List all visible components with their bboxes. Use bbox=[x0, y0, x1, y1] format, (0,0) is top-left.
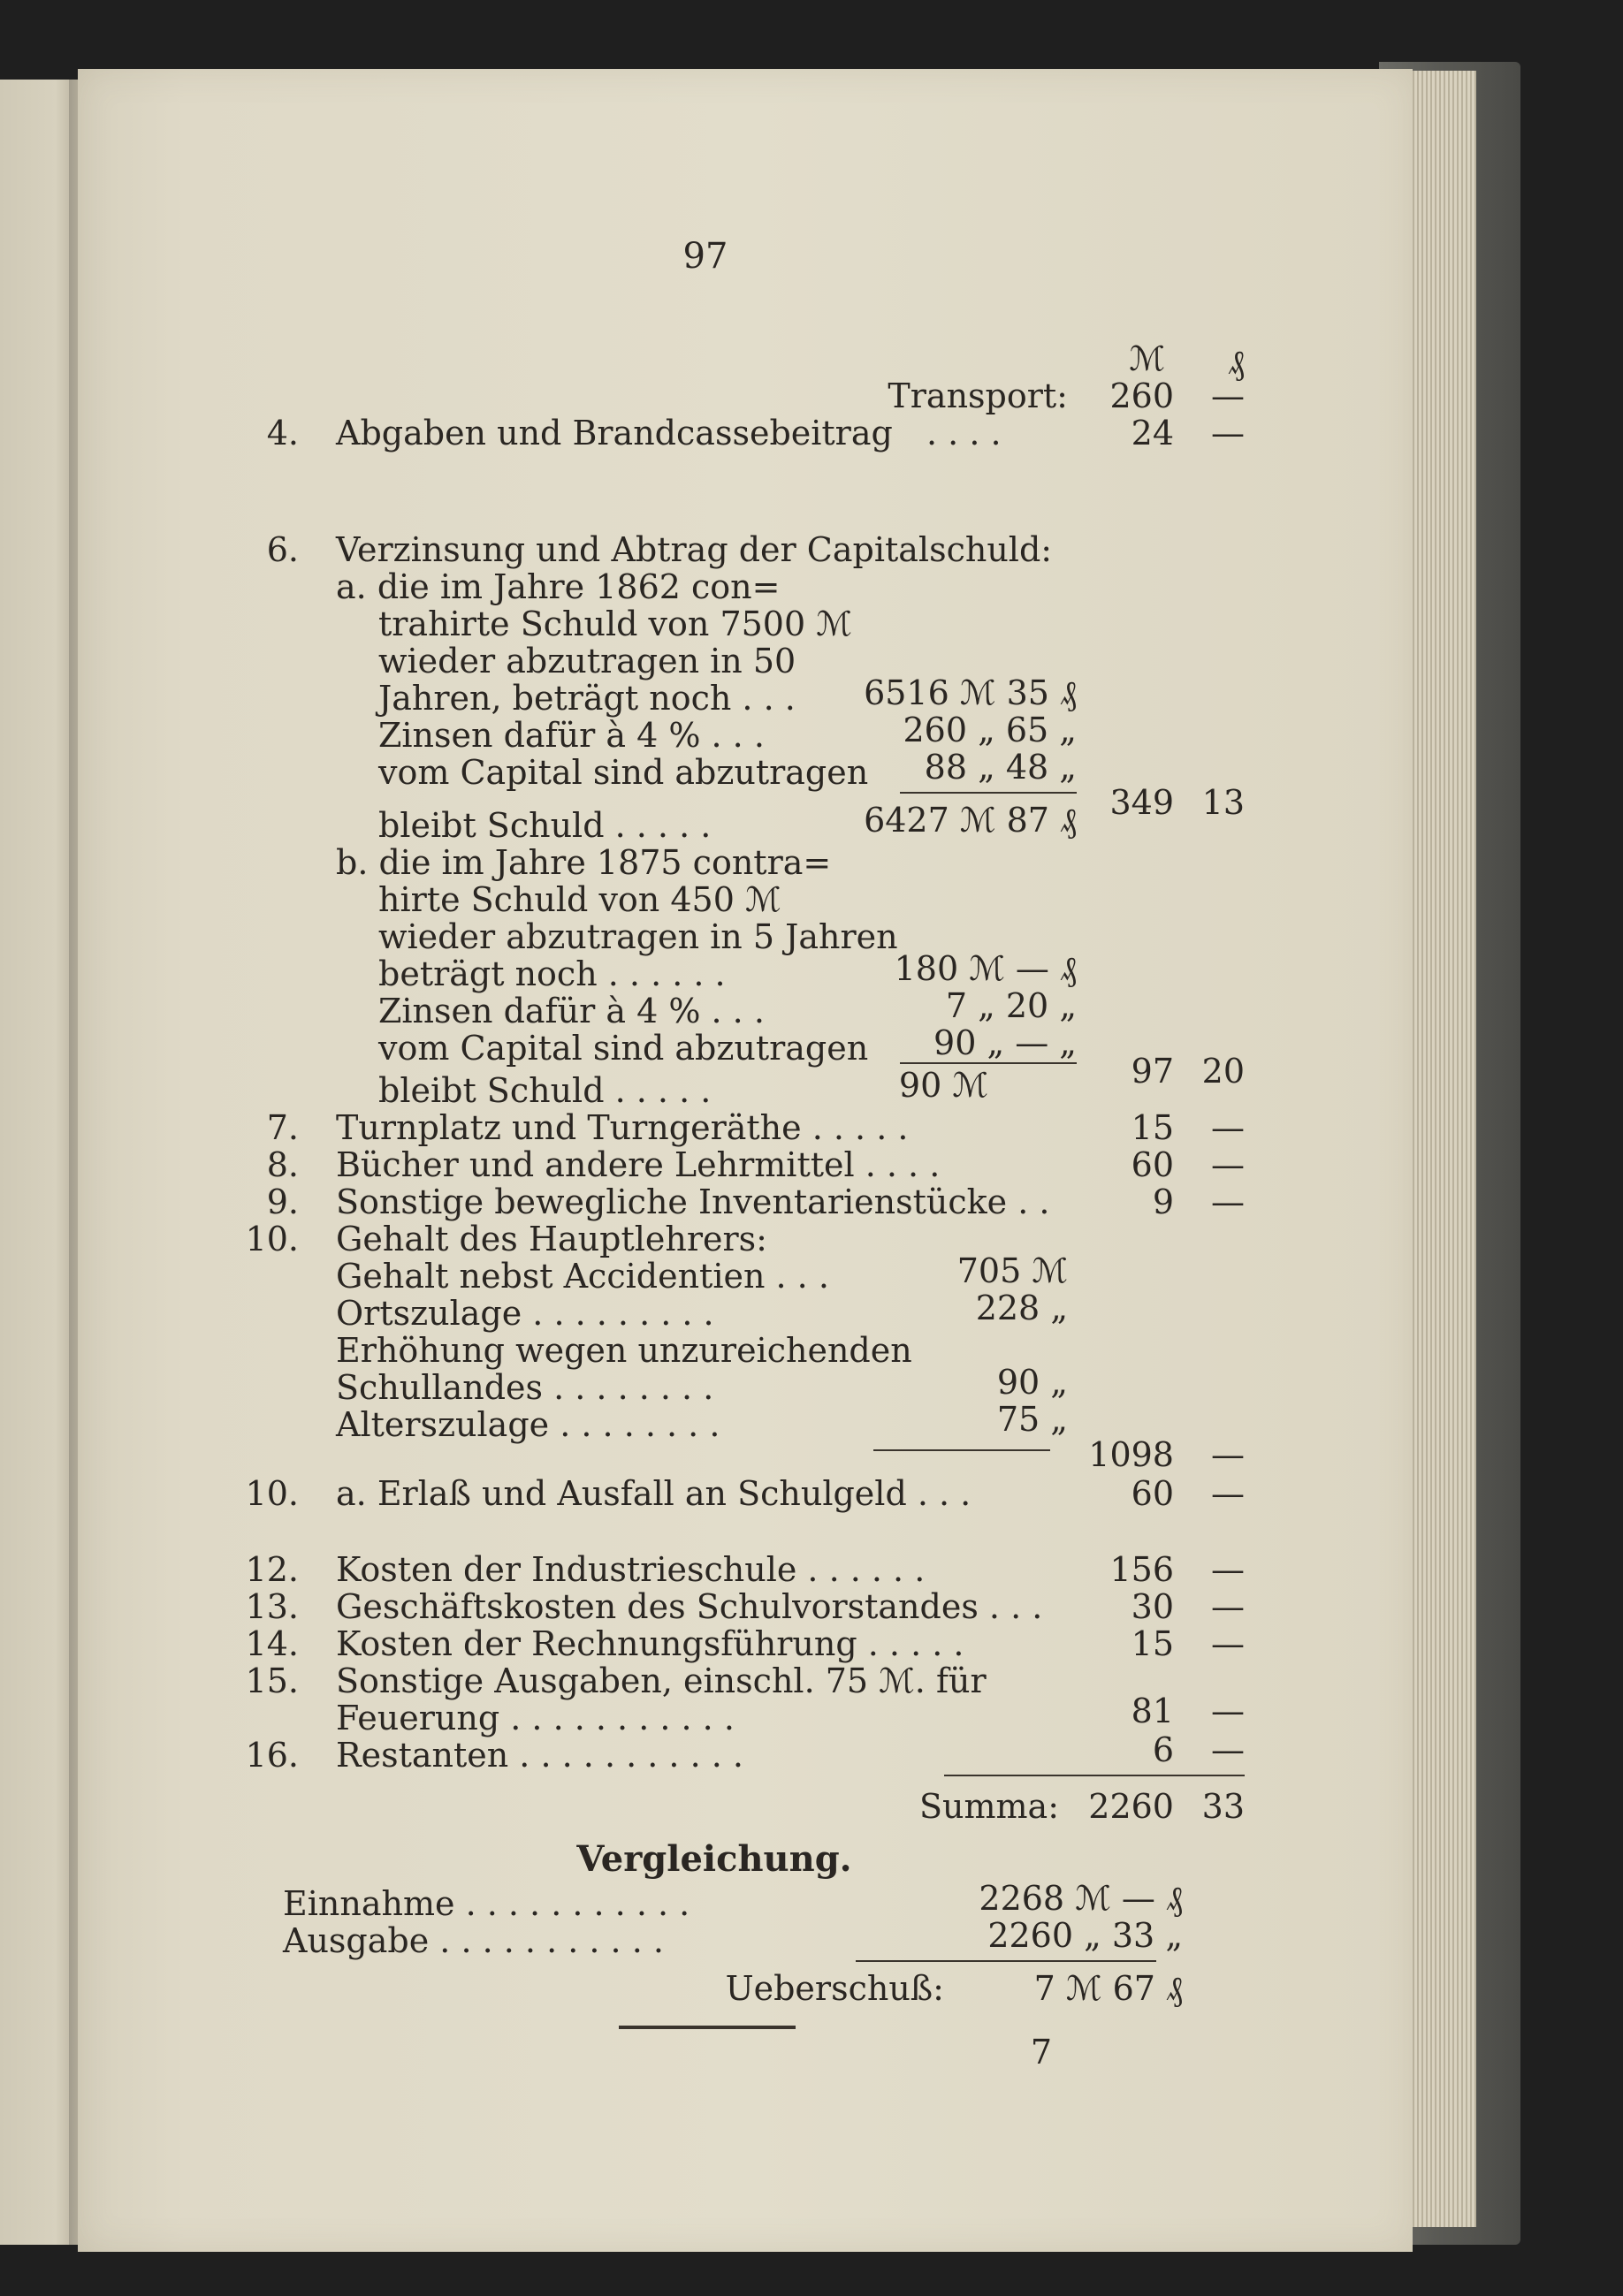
row-10-rule bbox=[873, 1449, 1050, 1451]
row-6a-zins-label: Zinsen dafür à 4 % . . . bbox=[378, 716, 765, 755]
row-8-number: 8. bbox=[266, 1145, 299, 1184]
row-6a-line-4: Jahren, beträgt noch . . . bbox=[378, 679, 796, 718]
row-6b-pf: 20 bbox=[1201, 1052, 1245, 1091]
row-12-pf: — bbox=[1211, 1550, 1245, 1589]
row-15-line-1: Sonstige Ausgaben, einschl. 75 ℳ. für bbox=[336, 1661, 987, 1700]
row-6-number: 6. bbox=[266, 530, 299, 569]
summa-pf: 33 bbox=[1201, 1787, 1245, 1826]
row-6b-amount: 180 ℳ — ₰ bbox=[894, 949, 1077, 988]
sheet-signature: 7 bbox=[1030, 2033, 1053, 2072]
row-16-pf: — bbox=[1211, 1730, 1245, 1769]
summa-label: Summa: bbox=[918, 1787, 1059, 1826]
row-6a-amount: 6516 ℳ 35 ₰ bbox=[864, 673, 1077, 712]
row-12-number: 12. bbox=[245, 1550, 299, 1589]
row-6a-pf: 13 bbox=[1201, 783, 1245, 822]
row-6b-zins-label: Zinsen dafür à 4 % . . . bbox=[378, 992, 765, 1030]
row-8-label: Bücher und andere Lehrmittel . . . . bbox=[336, 1145, 941, 1184]
row-6b-bleibt-label: bleibt Schuld . . . . . bbox=[378, 1071, 712, 1110]
row-9-number: 9. bbox=[266, 1182, 299, 1221]
row-6b-line-4: beträgt noch . . . . . . bbox=[378, 954, 726, 993]
row-6a-line-2: trahirte Schuld von 7500 ℳ bbox=[378, 604, 852, 643]
row-16-mark: 6 bbox=[1152, 1730, 1174, 1769]
row-6a-line-3: wieder abzutragen in 50 bbox=[378, 642, 796, 680]
row-10-item-2-label: Ortszulage . . . . . . . . . bbox=[336, 1294, 714, 1333]
row-10-title: Gehalt des Hauptlehrers: bbox=[336, 1220, 767, 1258]
row-10-item-5-amount: 75 „ bbox=[996, 1400, 1068, 1439]
ueberschuss-amount: 7 ℳ 67 ₰ bbox=[1033, 1969, 1183, 2008]
row-6a-abtrag: 88 „ 48 „ bbox=[924, 748, 1077, 787]
transport-mark: 260 bbox=[1109, 376, 1174, 415]
row-12-label: Kosten der Industrieschule . . . . . . bbox=[336, 1550, 926, 1589]
row-6a-zins: 260 „ 65 „ bbox=[903, 711, 1077, 749]
row-10-item-3-label: Erhöhung wegen unzureichenden bbox=[336, 1331, 912, 1370]
vergleichung-heading: Vergleichung. bbox=[576, 1838, 852, 1880]
row-6a-mark: 349 bbox=[1109, 783, 1174, 822]
row-10-pf: — bbox=[1211, 1435, 1245, 1474]
row-6a-bleibt: 6427 ℳ 87 ₰ bbox=[864, 801, 1077, 840]
row-10-item-4-amount: 90 „ bbox=[996, 1363, 1068, 1402]
summa-rule bbox=[944, 1775, 1245, 1776]
row-14-mark: 15 bbox=[1131, 1624, 1174, 1663]
left-page bbox=[0, 80, 80, 2245]
row-6b-abtrag-label: vom Capital sind abzutragen bbox=[378, 1029, 869, 1068]
row-14-pf: — bbox=[1211, 1624, 1245, 1663]
row-15-number: 15. bbox=[245, 1661, 299, 1700]
row-10-item-2-amount: 228 „ bbox=[975, 1289, 1068, 1327]
row-6b-line-2: hirte Schuld von 450 ℳ bbox=[378, 880, 781, 919]
row-9-pf: — bbox=[1211, 1182, 1245, 1221]
page-number: 97 bbox=[682, 236, 728, 277]
row-10a-label: a. Erlaß und Ausfall an Schulgeld . . . bbox=[336, 1474, 972, 1513]
row-10a-number: 10. bbox=[245, 1474, 299, 1513]
row-10-item-1-amount: 705 ℳ bbox=[956, 1251, 1068, 1290]
einnahme-label: Einnahme . . . . . . . . . . . bbox=[283, 1884, 690, 1923]
row-6b-abtrag: 90 „ — „ bbox=[933, 1023, 1077, 1062]
row-10a-mark: 60 bbox=[1131, 1474, 1174, 1513]
row-15-pf: — bbox=[1211, 1692, 1245, 1730]
row-7-mark: 15 bbox=[1131, 1108, 1174, 1147]
row-4-mark: 24 bbox=[1131, 414, 1174, 452]
row-7-number: 7. bbox=[266, 1108, 299, 1147]
row-6a-bleibt-label: bleibt Schuld . . . . . bbox=[378, 806, 712, 845]
row-6b-mark: 97 bbox=[1131, 1052, 1174, 1091]
row-13-pf: — bbox=[1211, 1587, 1245, 1626]
row-6b-line-3: wieder abzutragen in 5 Jahren bbox=[378, 917, 898, 956]
row-10a-pf: — bbox=[1211, 1474, 1245, 1513]
row-4-pf: — bbox=[1211, 414, 1245, 452]
row-6a-abtrag-label: vom Capital sind abzutragen bbox=[378, 753, 869, 792]
row-6a-line-1: a. die im Jahre 1862 con= bbox=[336, 567, 781, 606]
einnahme-amount: 2268 ℳ — ₰ bbox=[979, 1879, 1183, 1918]
row-8-mark: 60 bbox=[1131, 1145, 1174, 1184]
row-10-item-5-label: Alterszulage . . . . . . . . bbox=[336, 1405, 720, 1444]
ausgabe-amount: 2260 „ 33 „ bbox=[987, 1916, 1183, 1955]
transport-label: Transport: bbox=[888, 376, 1068, 415]
row-16-label: Restanten . . . . . . . . . . . bbox=[336, 1736, 743, 1775]
row-12-mark: 156 bbox=[1109, 1550, 1174, 1589]
row-13-mark: 30 bbox=[1131, 1587, 1174, 1626]
ausgabe-label: Ausgabe . . . . . . . . . . . bbox=[283, 1921, 664, 1960]
ueberschuss-rule bbox=[856, 1960, 1156, 1962]
row-15-mark: 81 bbox=[1131, 1692, 1174, 1730]
row-10-item-1-label: Gehalt nebst Accidentien . . . bbox=[336, 1257, 829, 1296]
closing-rule bbox=[619, 2026, 796, 2029]
row-4-dots: . . . . bbox=[926, 414, 1002, 452]
book-page bbox=[78, 69, 1413, 2252]
summa-mark: 2260 bbox=[1088, 1787, 1174, 1826]
row-10-number: 10. bbox=[245, 1220, 299, 1258]
row-13-label: Geschäftskosten des Schulvorstandes . . . bbox=[336, 1587, 1043, 1626]
row-6b-zins: 7 „ 20 „ bbox=[945, 986, 1077, 1025]
row-4-number: 4. bbox=[266, 414, 299, 452]
column-header-pf: ₰ bbox=[1228, 343, 1245, 382]
row-7-label: Turnplatz und Turngeräthe . . . . . bbox=[336, 1108, 909, 1147]
row-8-pf: — bbox=[1211, 1145, 1245, 1184]
row-9-label: Sonstige bewegliche Inventarienstücke . . bbox=[336, 1182, 1050, 1221]
row-14-number: 14. bbox=[245, 1624, 299, 1663]
row-6-title: Verzinsung und Abtrag der Capitalschuld: bbox=[336, 530, 1053, 569]
row-7-pf: — bbox=[1211, 1108, 1245, 1147]
transport-pf: — bbox=[1211, 376, 1245, 415]
row-13-number: 13. bbox=[245, 1587, 299, 1626]
column-header-mark: ℳ bbox=[1129, 339, 1165, 378]
row-15-line-2: Feuerung . . . . . . . . . . . bbox=[336, 1699, 735, 1737]
row-9-mark: 9 bbox=[1152, 1182, 1174, 1221]
row-10-mark: 1098 bbox=[1088, 1435, 1174, 1474]
row-6b-line-1: b. die im Jahre 1875 contra= bbox=[336, 843, 832, 882]
row-10-item-4-label: Schullandes . . . . . . . . bbox=[336, 1368, 714, 1407]
ueberschuss-label: Ueberschuß: bbox=[725, 1969, 944, 2008]
row-6b-bleibt: 90 ℳ bbox=[898, 1066, 988, 1105]
row-16-number: 16. bbox=[245, 1736, 299, 1775]
row-14-label: Kosten der Rechnungsführung . . . . . bbox=[336, 1624, 964, 1663]
row-4-label: Abgaben und Brandcassebeitrag bbox=[336, 414, 893, 452]
